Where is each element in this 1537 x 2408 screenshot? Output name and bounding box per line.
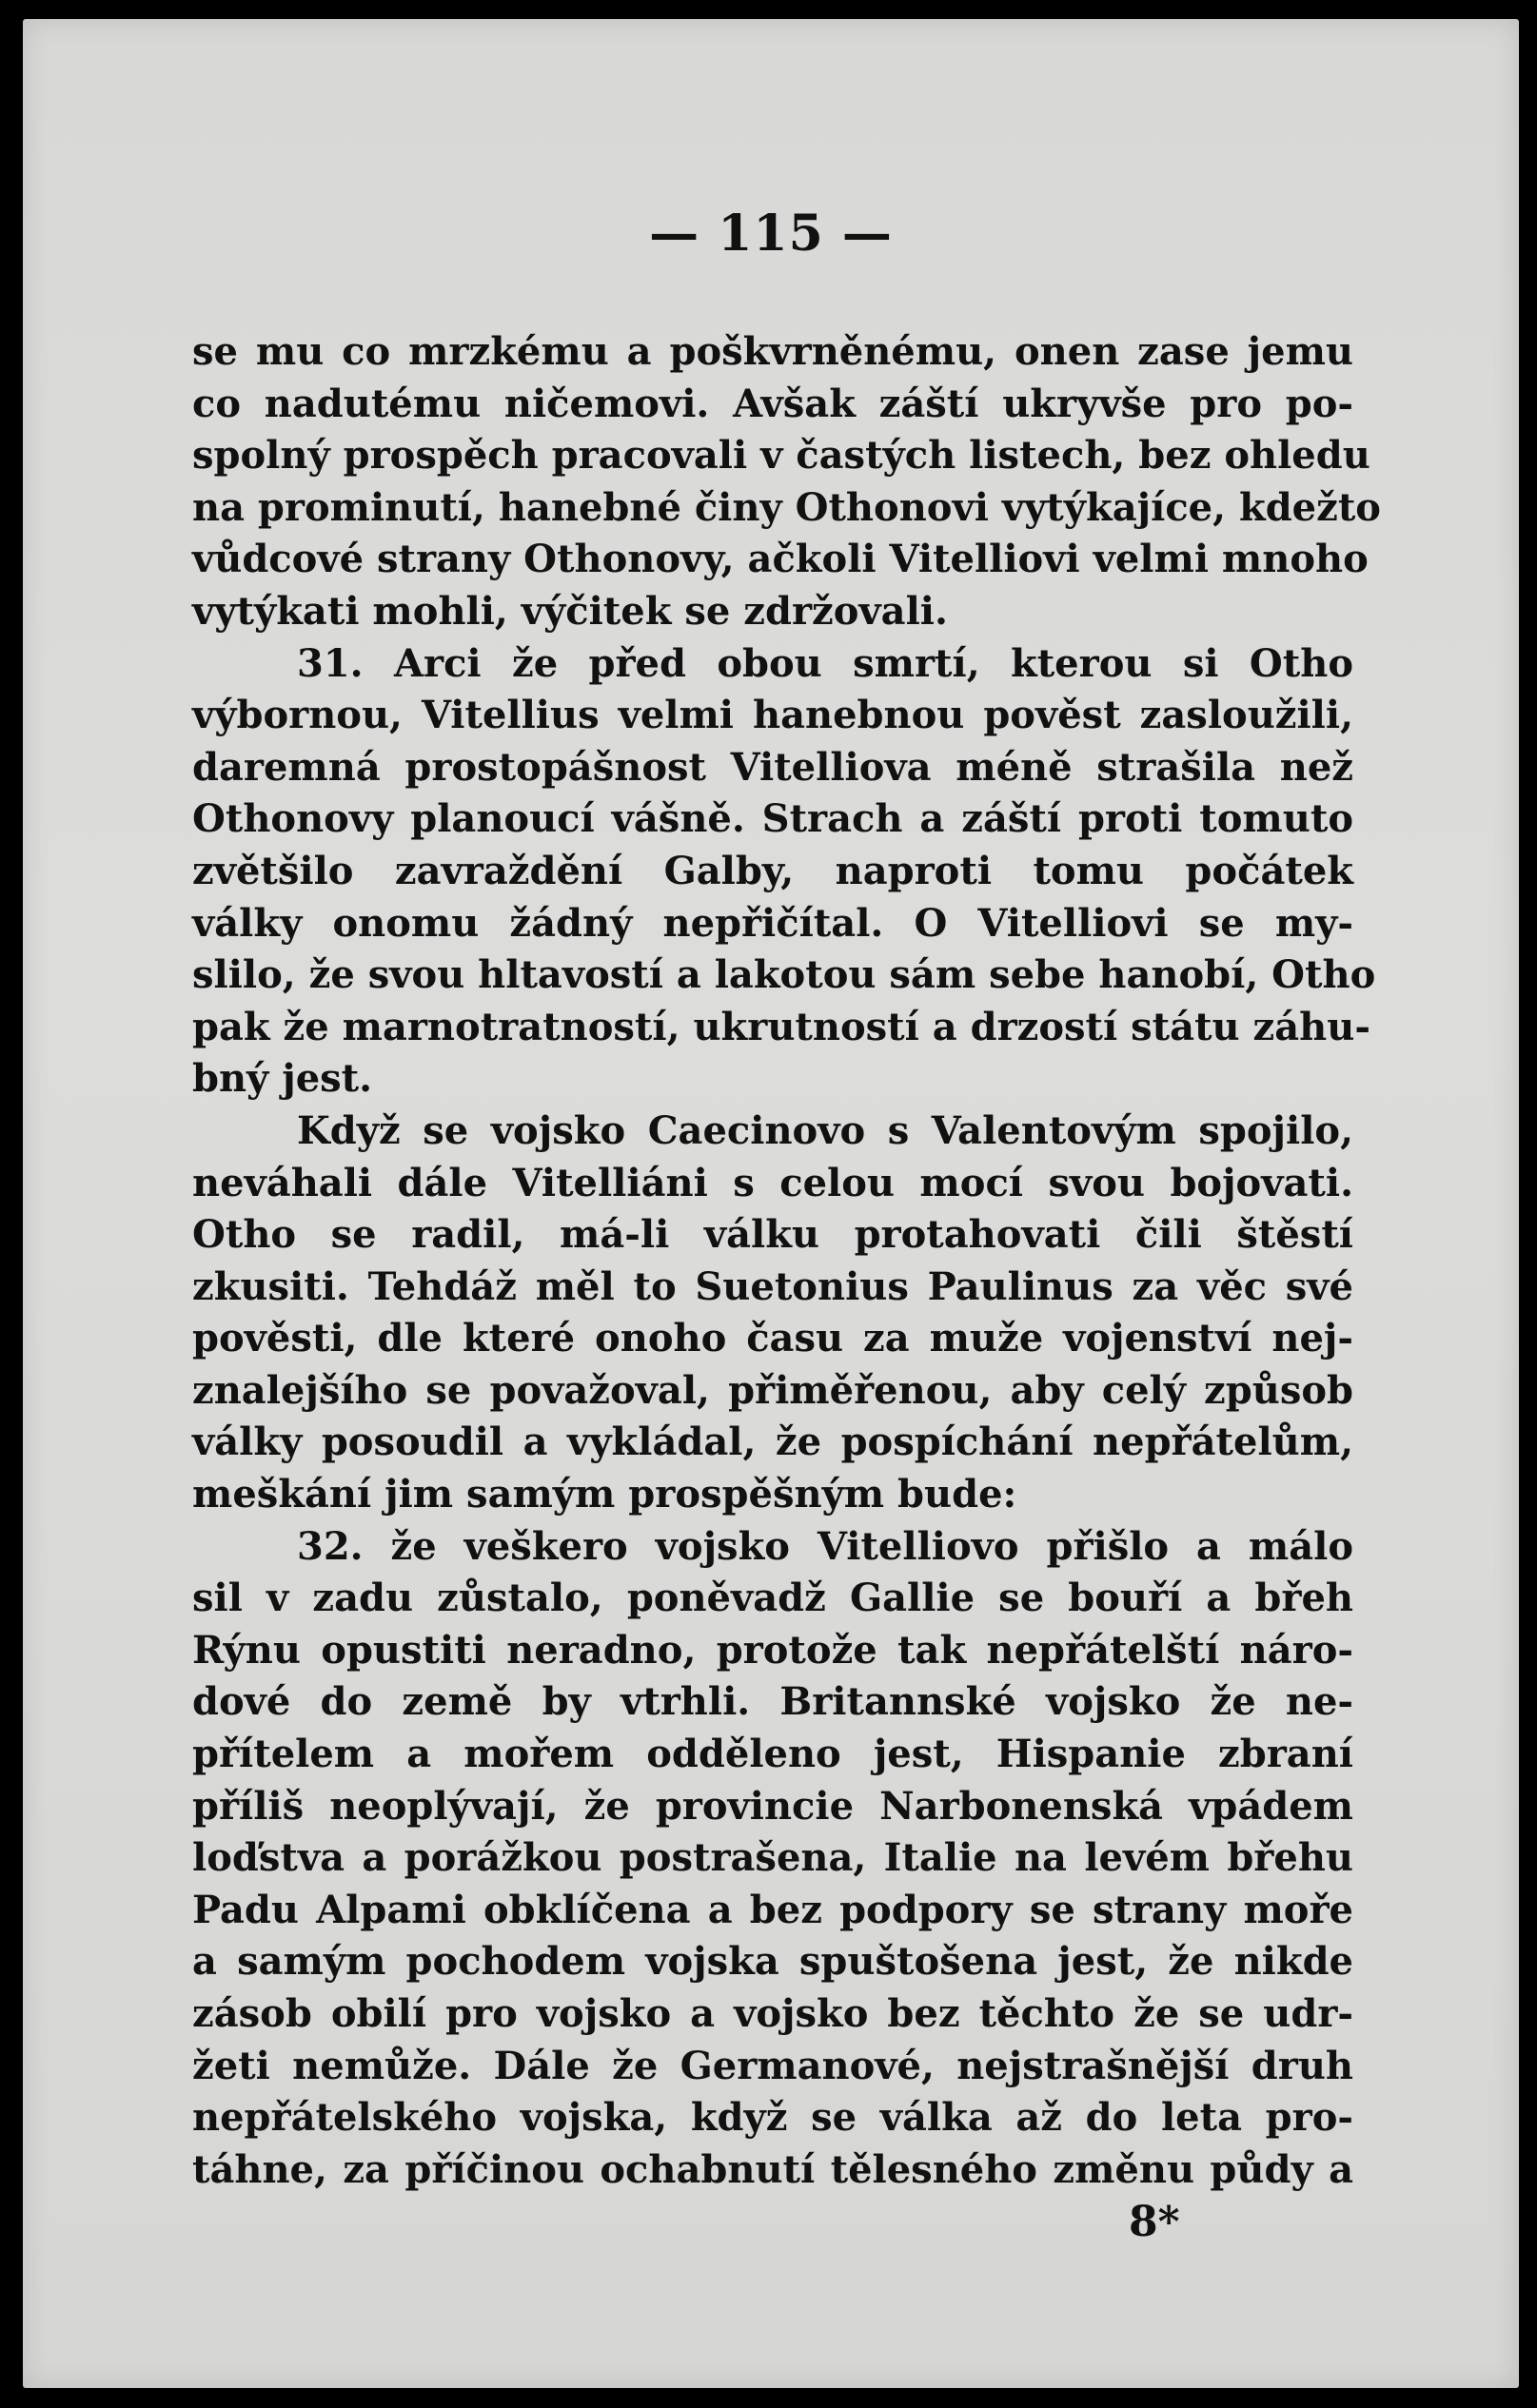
text-line: vůdcové strany Othonovy, ačkoli Vitelliovi velmi mnoho <box>192 537 1369 582</box>
text-line: na prominutí, hanebné činy Othonovi vytýkajíce, kdežto <box>192 484 1381 530</box>
text-line: se mu co mrzkému a poškvrněnému, onen zase jemu <box>192 329 1353 374</box>
paragraph-start: Když se vojsko Caecinovo s Valentovým spojilo, <box>297 1107 1353 1153</box>
text-line: dové do země by vtrhli. Britannské vojsko že ne- <box>192 1679 1353 1725</box>
text-line: pověsti, dle které onoho času za muže vojenství nej- <box>192 1316 1353 1361</box>
document-page <box>23 19 1519 2388</box>
text-line: pak že marnotratností, ukrutností a drzostí státu záhu- <box>192 1004 1370 1049</box>
text-line: táhne, za příčinou ochabnutí tělesného změnu půdy a <box>192 2146 1353 2192</box>
text-line: nepřátelského vojska, když se válka až do leta pro- <box>192 2095 1353 2141</box>
text-line: žeti nemůže. Dále že Germanové, nejstrašnější druh <box>192 2043 1353 2088</box>
text-line: a samým pochodem vojska spuštošena jest, že nikde <box>192 1939 1353 1985</box>
text-line: zásob obilí pro vojsko a vojsko bez těchto že se udr- <box>192 1991 1353 2036</box>
paragraph-start: 31. Arci že před obou smrtí, kterou si Otho <box>297 640 1353 686</box>
text-line: sil v zadu zůstalo, poněvadž Gallie se bouří a břeh <box>192 1576 1353 1621</box>
text-line: vytýkati mohli, výčitek se zdržovali. <box>192 588 948 634</box>
text-line: znalejšího se považoval, přiměřenou, aby celý způsob <box>192 1367 1353 1413</box>
text-line: zvětšilo zavraždění Galby, naproti tomu počátek <box>192 848 1353 893</box>
signature-mark: 8* <box>1129 2198 1180 2246</box>
text-line: co nadutému ničemovi. Avšak záští ukryvše pro po- <box>192 381 1353 426</box>
text-line: neváhali dále Vitelliáni s celou mocí svou bojovati. <box>192 1160 1353 1205</box>
text-line: zkusiti. Tehdáž měl to Suetonius Paulinus za věc své <box>192 1263 1353 1309</box>
body-text <box>192 326 1381 2196</box>
text-line: příliš neoplývají, že provincie Narbonenská vpádem <box>192 1783 1353 1829</box>
text-line: války posoudil a vykládal, že pospíchání nepřátelům, <box>192 1419 1353 1465</box>
text-line: Padu Alpami obklíčena a bez podpory se strany moře <box>192 1887 1353 1932</box>
text-line: loďstva a porážkou postrašena, Italie na levém břehu <box>192 1835 1353 1881</box>
text-line: spolný prospěch pracovali v častých listech, bez ohledu <box>192 433 1370 479</box>
text-line: přítelem a mořem odděleno jest, Hispanie zbraní <box>192 1732 1353 1777</box>
text-line: bný jest. <box>192 1056 373 1102</box>
text-line: daremná prostopášnost Vitelliova méně strašila než <box>192 744 1353 790</box>
text-line: slilo, že svou hltavostí a lakotou sám sebe hanobí, Otho <box>192 952 1376 998</box>
text-line: Otho se radil, má-li válku protahovati čili štěstí <box>192 1212 1353 1258</box>
text-line: Othonovy planoucí vášně. Strach a záští proti tomuto <box>192 796 1353 842</box>
text-line: meškání jim samým prospěšným bude: <box>192 1472 1017 1517</box>
page-number: — 115 — <box>649 205 893 263</box>
text-line: výbornou, Vitellius velmi hanebnou pověst zasloužili, <box>192 693 1353 738</box>
text-line: války onomu žádný nepřičítal. O Vitelliovi se my- <box>192 900 1353 946</box>
text-line: Rýnu opustiti neradno, protože tak nepřátelští náro- <box>192 1627 1353 1673</box>
paragraph-start: 32. že veškero vojsko Vitelliovo přišlo a málo <box>297 1523 1353 1569</box>
